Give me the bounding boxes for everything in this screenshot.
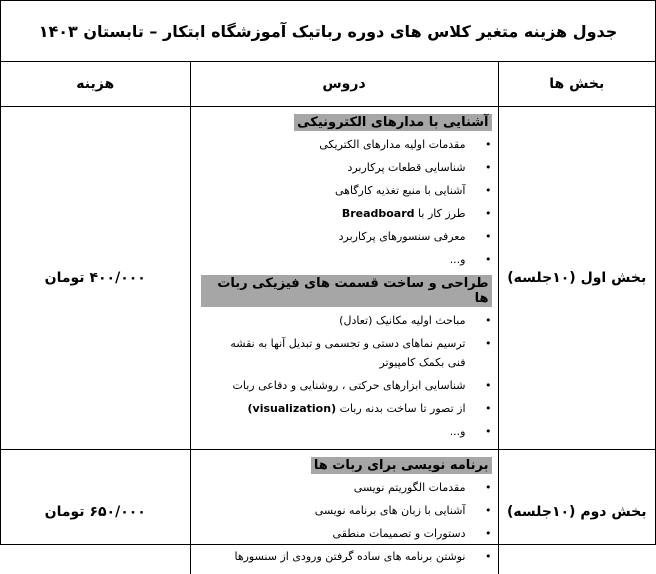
section-cell: بخش دوم (۱۰جلسه): [498, 450, 655, 574]
group-title: طراحی و ساخت قسمت های فیزیکی ربات ها: [201, 275, 492, 307]
list-item: [201, 399, 466, 422]
list-item: • آشنایی با زبان های برنامه نویسی: [201, 501, 466, 524]
lesson-list: [201, 311, 492, 445]
cost-cell: ۶۵۰/۰۰۰ تومان: [1, 450, 190, 574]
lesson-list: [201, 135, 492, 273]
group-title: برنامه نویسی برای ربات ها: [311, 457, 492, 474]
list-item: • معرفی سنسورهای پرکاربرد: [201, 227, 466, 250]
list-item: [201, 204, 466, 227]
header-row: [1, 62, 655, 107]
cost-cell: ۴۰۰/۰۰۰ تومان: [1, 107, 190, 450]
document-title: جدول هزینه متغیر کلاس های دوره رباتیک آموزشگاه ابتکار – تابستان ۱۴۰۳: [1, 1, 655, 62]
list-item: • شناسایی قطعات پرکاربرد: [201, 158, 466, 181]
list-item: [201, 334, 466, 376]
list-item: • شناسایی ابزارهای حرکتی ، روشنایی و دفاعی ربات: [201, 376, 466, 399]
header-section: بخش ها: [498, 62, 655, 107]
visualization-term: (visualization): [248, 402, 337, 415]
table-row: [1, 450, 655, 574]
table-row: [1, 107, 655, 450]
cost-table: [1, 62, 655, 574]
group-title: آشنایی با مدارهای الکترونیکی: [294, 114, 491, 131]
section-cell: بخش اول (۱۰جلسه): [498, 107, 655, 450]
list-item-text: طرز کار با: [418, 207, 465, 220]
list-item: • مقدمات الگوریتم نویسی: [201, 478, 466, 501]
list-item: • مباحث اولیه مکانیک (تعادل): [201, 311, 466, 334]
lessons-cell: [190, 107, 498, 450]
lessons-cell: [190, 450, 498, 574]
list-item-text: فنی بکمک کامپیوتر: [379, 356, 465, 369]
header-lessons: دروس: [190, 62, 498, 107]
list-item-text: از تصور تا ساخت بدنه ربات: [340, 402, 466, 415]
breadboard-term: Breadboard: [342, 207, 415, 220]
lesson-list: [201, 478, 492, 570]
header-cost: هزینه: [1, 62, 190, 107]
list-item: • نوشتن برنامه های ساده گرفتن ورودی از سنسورها: [201, 547, 466, 570]
list-item: • و...: [201, 250, 466, 273]
list-item: • دستورات و تصمیمات منطقی: [201, 524, 466, 547]
list-item: • آشنایی با منبع تغذیه کارگاهی: [201, 181, 466, 204]
list-item: • و...: [201, 422, 466, 445]
list-item-text: ترسیم نماهای دستی و تجسمی و تبدیل آنها به نقشه: [230, 337, 465, 350]
list-item: • مقدمات اولیه مدارهای الکتریکی: [201, 135, 466, 158]
